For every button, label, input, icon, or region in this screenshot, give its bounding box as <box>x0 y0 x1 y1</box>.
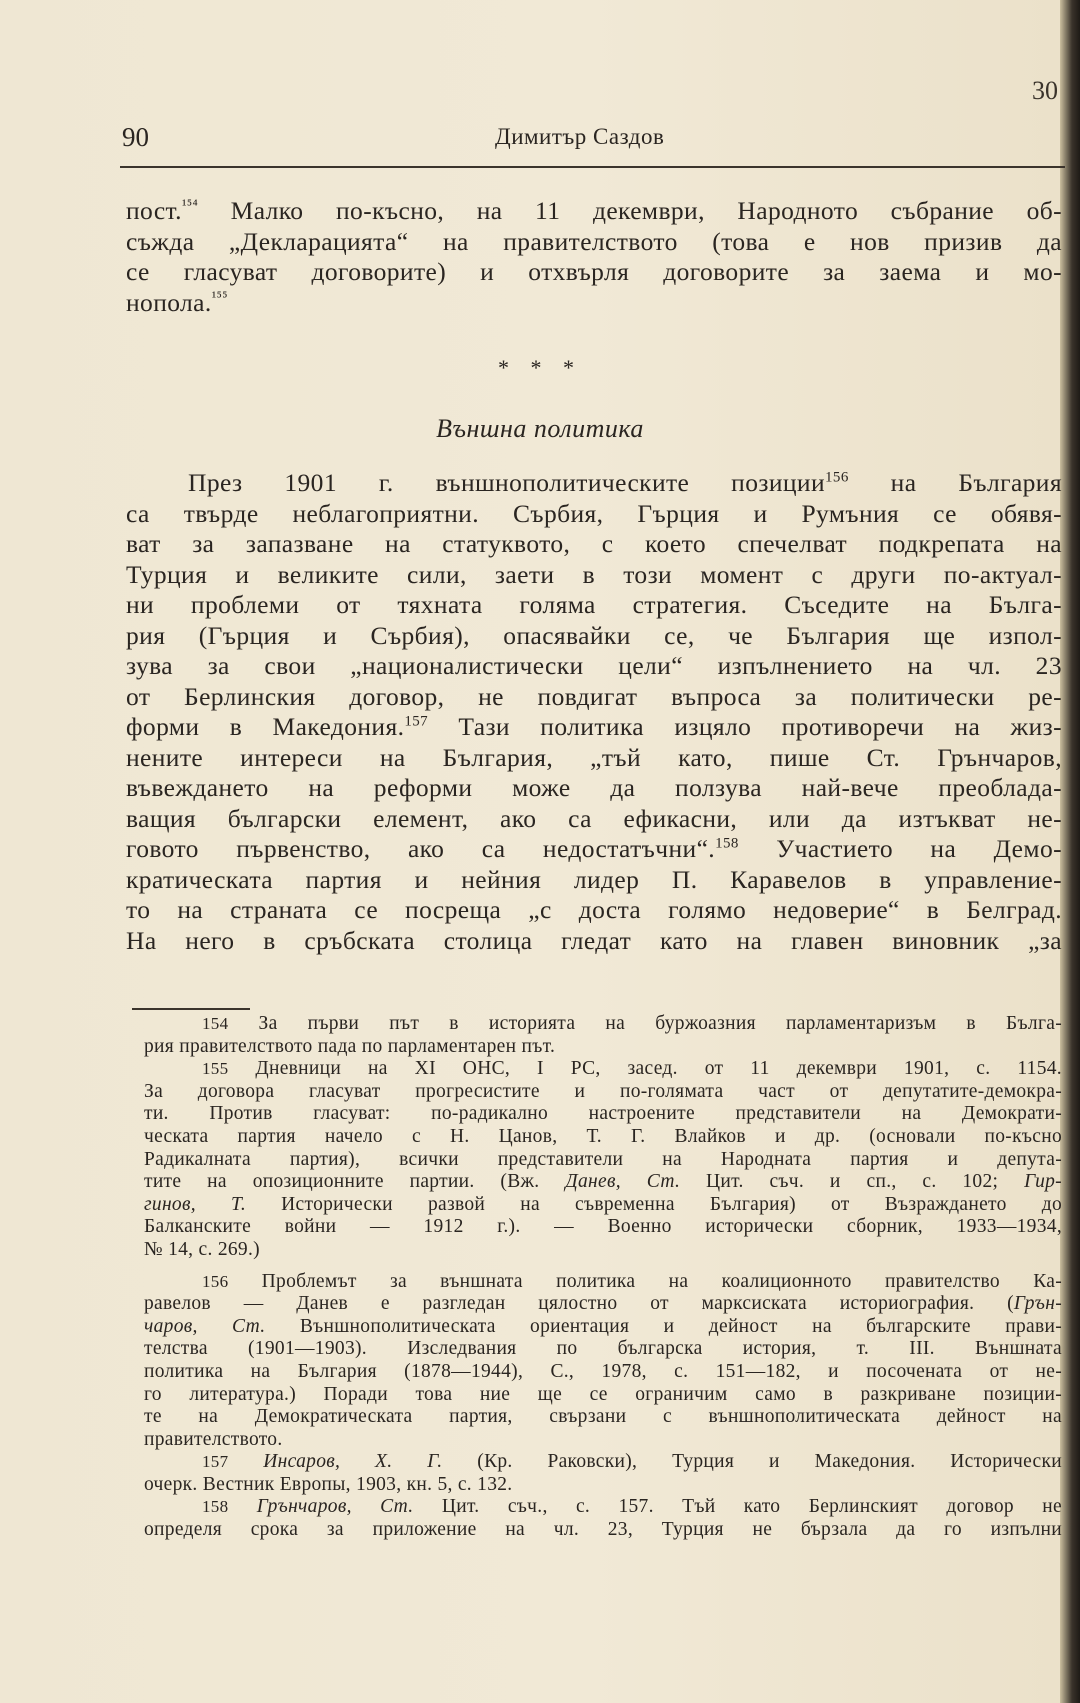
text-run: През 1901 г. външнополитическите позиции <box>188 468 826 497</box>
text-run: равелов — Данев е разгледан цялостно от марксиската историография. ( <box>144 1293 1014 1315</box>
text-line: Турция и великите сили, заети в този момент с други по-актуал- <box>126 559 1062 589</box>
footnote-line <box>144 1316 1062 1339</box>
text-line: рия (Гърция и Сърбия), опасявайки се, че България ще изпол- <box>126 620 1062 650</box>
text-line: кратическата партия и нейния лидер П. Каравелов в управление- <box>126 864 1062 894</box>
text-line <box>126 712 1062 743</box>
footnote-line: ти. Против гласуват: по-радикално настроените представители на Демократи- <box>144 1103 1062 1125</box>
paragraph-2 <box>126 468 1062 956</box>
text-line: ват за запазване на статуквото, с което спечелват подкрепата на <box>126 529 1062 558</box>
footnote-line: правителството. <box>144 1428 283 1450</box>
footnote-line: Балканските войни — 1912 г.). — Военно исторически сборник, 1933—1934, <box>144 1216 1062 1238</box>
text-run: тите на опозиционните партии. (Вж. <box>144 1171 566 1193</box>
text-line: зува за свои „националистически цели“ изпълнението на чл. 23 <box>126 651 1062 680</box>
footnote-line <box>144 1171 1062 1194</box>
footnote-line: очерк. Вестник Европы, 1903, кн. 5, с. 132. <box>144 1473 513 1495</box>
text-line: нените интереси на България, „тъй като, пише Ст. Грънчаров, <box>126 742 1062 772</box>
footnote-line: политика на България (1878—1944), С., 1978, с. 151—182, и посочената от не- <box>144 1360 1062 1382</box>
text-line: от Берлинския договор, не повдигат въпроса за политически ре- <box>126 681 1062 711</box>
text-run: Външнополитическата ориентация и дейност на българските прави- <box>265 1315 1062 1337</box>
text-run: форми в Македония. <box>126 712 405 741</box>
running-head: Димитър Саздов <box>495 124 665 149</box>
footnote-154 <box>144 1013 1062 1036</box>
footnote-ref: 156 <box>825 469 849 486</box>
page-number: 90 <box>122 122 149 152</box>
footnote-line: ческата партия начело с Н. Цанов, Т. Г. Влайков и др. (основали по-късно <box>144 1125 1062 1147</box>
text-run: нопола. <box>126 287 212 317</box>
author-name: Грънчаров, Ст. <box>256 1496 414 1518</box>
text-run: Дневници на XI ОНС, I РС, засед. от 11 декември 1901, с. 1154. <box>228 1058 1062 1080</box>
text-run: Исторически развой на съвременна България) от Възраждането до <box>246 1193 1062 1215</box>
footnote-line: определя срока за приложение на чл. 23, Турция не бързала да го изпълни <box>144 1519 1062 1541</box>
author-name: Инсаров, Х. Г. <box>263 1451 443 1473</box>
text-run: Участието на Демо- <box>738 834 1062 863</box>
footnote-ref: 158 <box>715 835 739 852</box>
text-run: Цит. съч. и сп., с. 102; <box>680 1171 1025 1193</box>
facing-page-number: 30 <box>1032 76 1058 105</box>
text-line <box>126 834 1062 865</box>
text-line <box>126 288 1062 319</box>
footnote-158 <box>144 1496 1062 1519</box>
text-run: пост. <box>126 196 182 225</box>
footnote-line: те на Демократическата партия, свързани с външнополитическата дейност на <box>144 1406 1062 1428</box>
text-run: Тази политика изцяло противоречи на жиз- <box>428 712 1062 741</box>
footnote-line: Радикалната партия), всички представители на Народната партия и депута- <box>144 1148 1062 1170</box>
text-run: Цит. съч., с. 157. Тъй като Берлинският договор не <box>413 1496 1062 1518</box>
text-run: Малко по-късно, на 11 декември, Народното събрание об- <box>198 196 1062 225</box>
footnote-ref: ¹⁵⁵ <box>211 289 228 305</box>
text-line: съжда „Декларацията“ на правителството (това е нов призив да <box>126 226 1062 256</box>
footnote-number: 154 <box>202 1014 229 1033</box>
footnote-line: рия правителството пада по парламентарен път. <box>144 1035 556 1057</box>
section-title: Външна политика <box>436 414 644 443</box>
text-run: За първи път в историята на буржоазния парламентаризъм в Бълга- <box>228 1013 1062 1034</box>
footnote-line: телства (1901—1903). Изследвания по българска история, т. III. Външната <box>144 1338 1062 1360</box>
text-line: ващия български елемент, ако са ефикасни, или да изтъкват не- <box>126 803 1062 833</box>
footnote-number: 156 <box>202 1271 229 1291</box>
text-run: на България <box>848 468 1062 497</box>
footnote-line: № 14, с. 269.) <box>144 1238 260 1260</box>
header-rule <box>120 166 1065 168</box>
text-line: се гласуват договорите) и отхвърля договорите за заема и мо- <box>126 257 1062 286</box>
footnote-157 <box>144 1451 1062 1474</box>
facing-page-edge <box>1060 0 1080 1703</box>
footnote-155 <box>144 1058 1062 1081</box>
text-run: (Кр. Раковски), Турция и Македония. Исторически <box>442 1451 1063 1473</box>
footnote-rule <box>132 1008 250 1010</box>
author-name: Грън- <box>1013 1293 1062 1315</box>
text-line: ни проблеми от тяхната голяма стратегия. Съседите на Бълга- <box>126 590 1062 619</box>
footnote-line: го литература.) Поради това ние ще се ограничим само в разкриване позиции- <box>144 1383 1062 1405</box>
section-separator: * * * <box>498 355 582 380</box>
text-line: въвеждането на реформи може да ползува най-вече преоблада- <box>126 773 1062 802</box>
footnote-gap <box>144 1262 1062 1271</box>
text-line <box>126 468 1062 499</box>
footnote-line <box>144 1293 1062 1316</box>
footnote-156 <box>144 1271 1062 1294</box>
text-line <box>126 196 1062 227</box>
footnote-ref: ¹⁵⁴ <box>181 197 199 214</box>
footnote-line: За договора гласуват прогресистите и по-голямата част от депутатите-демокра- <box>144 1080 1062 1102</box>
author-name: Гир- <box>1024 1171 1062 1193</box>
footnote-number: 157 <box>202 1452 229 1472</box>
footnotes <box>144 1013 1062 1542</box>
text-run: Проблемът за външната политика на коалиционното правителство Ка- <box>228 1270 1062 1292</box>
text-run: говото първенство, ако са недостатъчни“. <box>126 834 716 863</box>
author-name: гинов, Т. <box>144 1193 247 1215</box>
footnote-ref: 157 <box>404 713 429 730</box>
paragraph-1 <box>126 196 1062 318</box>
text-line: са твърде неблагоприятни. Сърбия, Гърция и Румъния се обявя- <box>126 498 1062 528</box>
text-line: На него в сръбската столица гледат като на главен виновник „за <box>126 925 1062 955</box>
footnote-number: 155 <box>202 1059 229 1079</box>
footnote-number: 158 <box>202 1497 229 1517</box>
author-name: Данев, Ст. <box>565 1171 681 1193</box>
text-line: то на страната се посреща „с доста голямо недоверие“ в Белград. <box>126 895 1062 924</box>
page-header <box>122 118 1062 162</box>
footnote-line <box>144 1194 1062 1217</box>
author-name: чаров, Ст. <box>144 1315 266 1337</box>
